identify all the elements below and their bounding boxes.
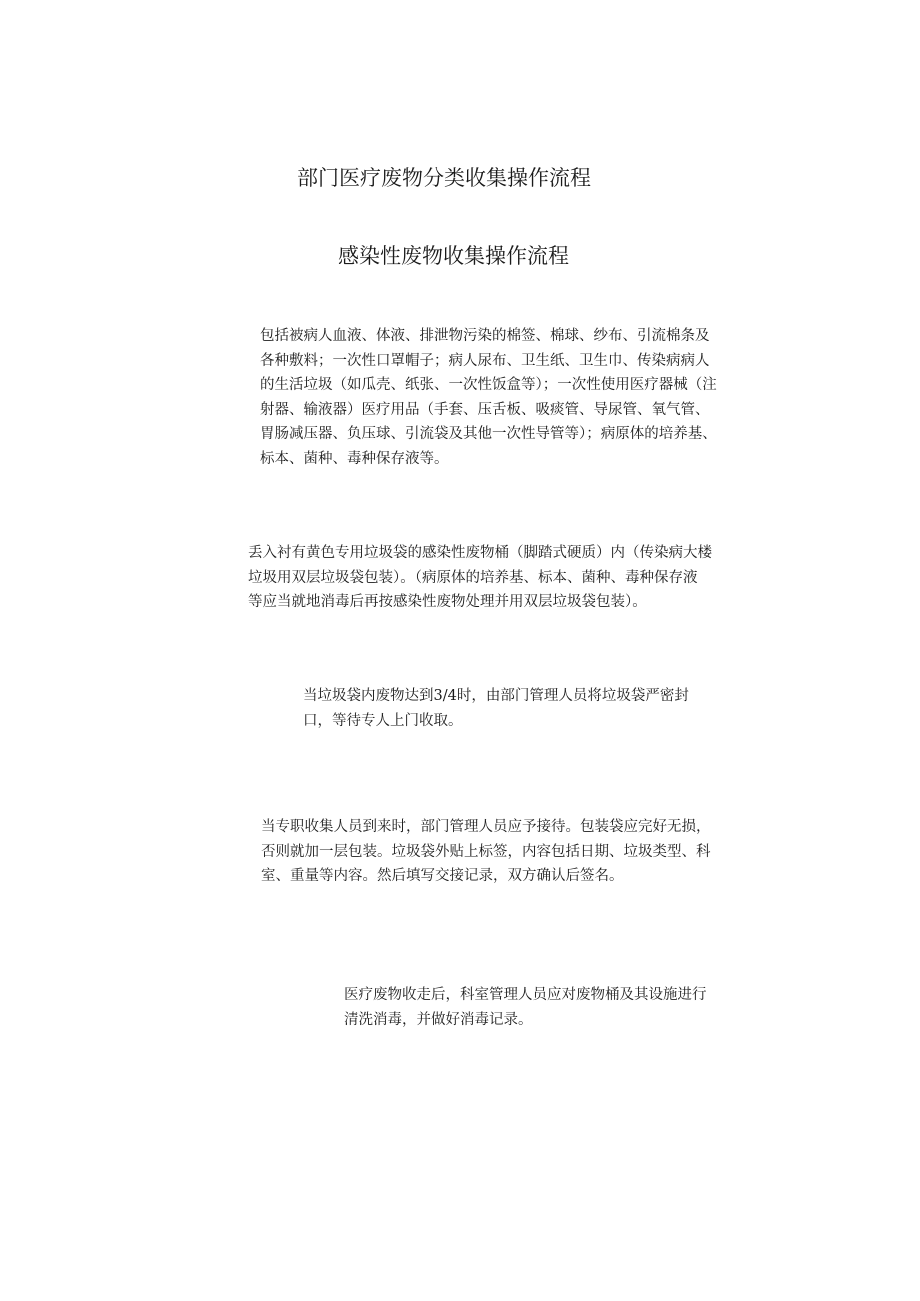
paragraph-line: 医疗废物收走后，科室管理人员应对废物桶及其设施进行 <box>344 987 707 1003</box>
handover-paragraph <box>261 815 711 889</box>
infectious-waste-scope-paragraph <box>260 324 717 471</box>
paragraph-line: 标本、菌种、毒种保存液等。 <box>260 450 449 467</box>
page-title: 部门医疗废物分类收集操作流程 <box>297 166 591 190</box>
paragraph-line: 等应当就地消毒后再按感染性废物处理并用双层垃圾袋包装）。 <box>248 594 647 610</box>
paragraph-line: 否则就加一层包装。垃圾袋外贴上标签，内容包括日期、垃圾类型、科 <box>261 843 711 860</box>
paragraph-line: 当专职收集人员到来时，部门管理人员应予接待。包装袋应完好无损， <box>261 819 711 835</box>
paragraph-line: 射器、输液器）医疗用品（手套、压舌板、吸痰管、导尿管、氧气管、 <box>260 401 710 418</box>
paragraph-line: 室、重量等内容。然后填写交接记录，双方确认后签名。 <box>261 868 624 884</box>
paragraph-line: 清洗消毒，并做好消毒记录。 <box>344 1011 533 1028</box>
paragraph-line: 胃肠减压器、负压球、引流袋及其他一次性导管等）；病原体的培养基、 <box>260 426 717 442</box>
paragraph-line: 各种敷料；一次性口罩帽子；病人尿布、卫生纸、卫生巾、传染病病人 <box>260 352 710 369</box>
disposal-bin-paragraph <box>248 541 712 615</box>
section-title: 感染性废物收集操作流程 <box>338 244 569 268</box>
bag-sealing-paragraph <box>303 684 689 733</box>
paragraph-line: 垃圾用双层垃圾袋包装）。（病原体的培养基、标本、菌种、毒种保存液 <box>248 569 698 586</box>
paragraph-line: 口，等待专人上门收取。 <box>303 712 463 729</box>
paragraph-line: 丢入衬有黄色专用垃圾袋的感染性废物桶（脚踏式硬质）内（传染病大楼 <box>248 545 712 561</box>
paragraph-line: 包括被病人血液、体液、排泄物污染的棉签、棉球、纱布、引流棉条及 <box>260 328 710 344</box>
paragraph-line: 的生活垃圾（如瓜壳、纸张、一次性饭盒等）；一次性使用医疗器械（注 <box>260 377 717 393</box>
paragraph-line: 当垃圾袋内废物达到3/4时，由部门管理人员将垃圾袋严密封 <box>303 688 689 704</box>
disinfection-paragraph <box>344 983 707 1032</box>
